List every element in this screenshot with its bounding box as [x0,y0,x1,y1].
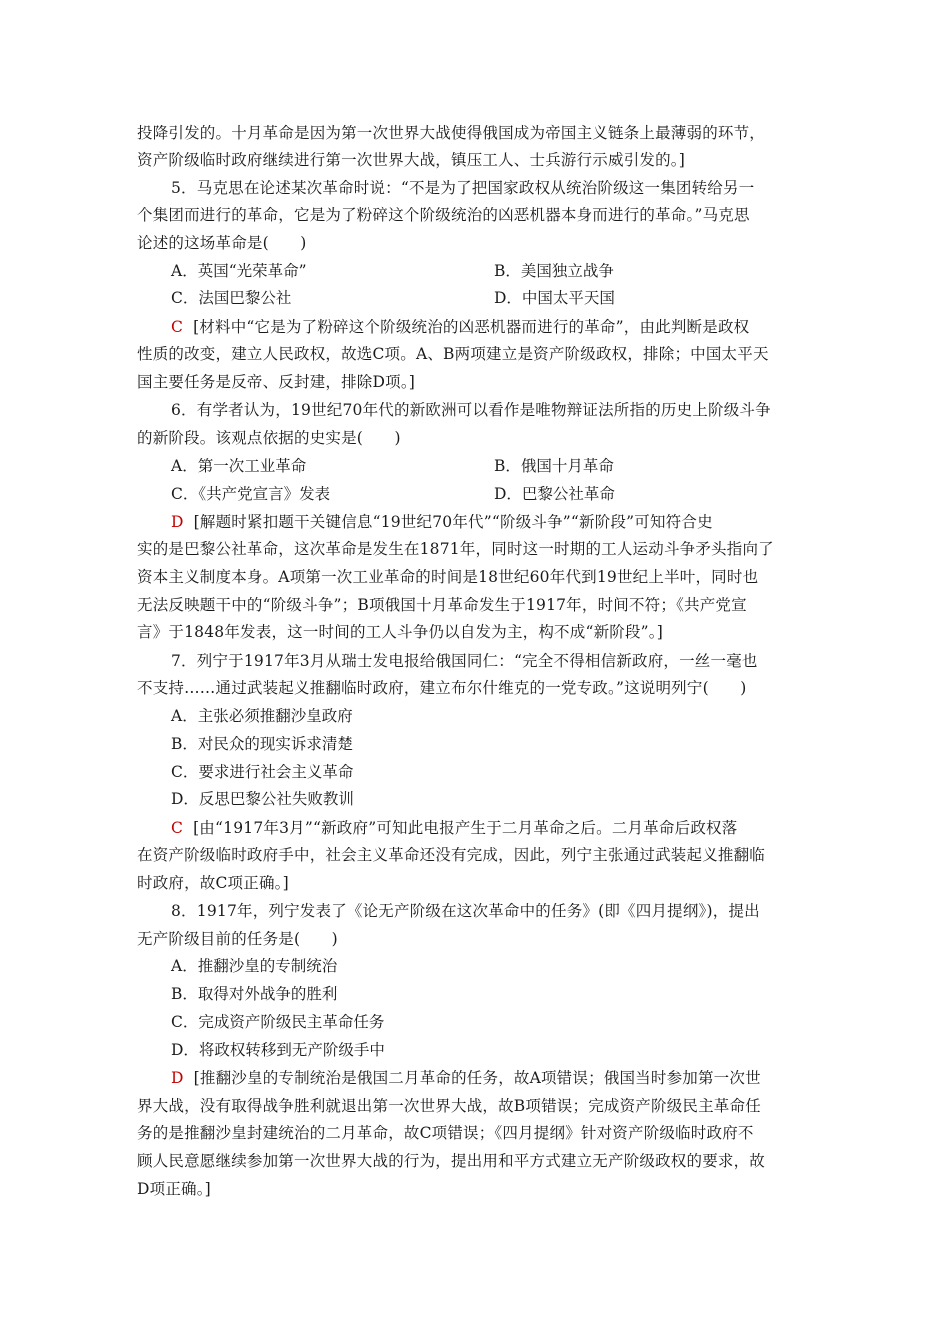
q7-option-b: B．对民众的现实诉求清楚 [171,735,353,753]
q8-explanation-line: 务的是推翻沙皇封建统治的二月革命，故C项错误；《四月提纲》针对资产阶级临时政府不 [137,1124,754,1142]
q7-explanation-line: 时政府，故C项正确。] [137,874,289,892]
q8-stem-line: 8．1917年，列宁发表了《论无产阶级在这次革命中的任务》(即《四月提纲》)，提出 [171,902,760,920]
q8-explanation-line: 界大战，没有取得战争胜利就退出第一次世界大战，故B项错误；完成资产阶级民主革命任 [137,1097,761,1115]
q6-stem-line: 6．有学者认为，19世纪70年代的新欧洲可以看作是唯物辩证法所指的历史上阶级斗争 [171,401,771,419]
q8-explanation-line: D项正确。] [137,1180,211,1198]
q6-option-b: B．俄国十月革命 [494,457,614,475]
q7-option-d: D．反思巴黎公社失败教训 [171,790,354,808]
q8-explanation-line: 顾人民意愿继续参加第一次世界大战的行为，提出用和平方式建立无产阶级政权的要求，故 [137,1152,766,1170]
q6-explanation-line: 资本主义制度本身。A项第一次工业革命的时间是18世纪60年代到19世纪上半叶，同时也 [137,568,759,586]
q5-stem-line: 5．马克思在论述某次革命时说：“不是为了把国家政权从统治阶级这一集团转给另一 [171,179,755,197]
q5-option-c: C．法国巴黎公社 [171,289,292,307]
q6-explanation-line [171,512,851,532]
q6-stem-line: 的新阶段。该观点依据的史实是( ) [137,429,401,447]
q5-option-b: B．美国独立战争 [494,262,614,280]
q5-stem-line: 论述的这场革命是( ) [137,234,307,252]
intro-line: 资产阶级临时政府继续进行第一次世界大战，镇压工人、士兵游行示威引发的。] [137,151,685,169]
q5-explanation-line: 性质的改变，建立人民政权，故选C项。A、B两项建立是资产阶级政权，排除；中国太平天 [137,345,769,363]
q5-explanation-text: [材料中“它是为了粉碎这个阶级统治的凶恶机器而进行的革命”，由此判断是政权 [193,318,750,336]
q6-explanation-line: 言》于1848年发表，这一时间的工人斗争仍以自发为主，构不成“新阶段”。] [137,623,663,641]
q8-stem-line: 无产阶级目前的任务是( ) [137,930,338,948]
q6-explanation-line: 实的是巴黎公社革命，这次革命是发生在1871年，同时这一时期的工人运动斗争矛头指向了 [137,540,774,558]
q7-answer-letter: C [171,819,184,837]
q6-explanation-line: 无法反映题干中的“阶级斗争”；B项俄国十月革命发生于1917年，时间不符；《共产党宣 [137,596,747,614]
q5-explanation-line: 国主要任务是反帝、反封建，排除D项。] [137,373,416,391]
q5-explanation-line [171,317,851,337]
q5-answer-letter: C [171,318,184,336]
q6-option-d: D．巴黎公社革命 [494,485,615,503]
q8-option-b: B．取得对外战争的胜利 [171,985,338,1003]
q7-option-a: A．主张必须推翻沙皇政府 [171,707,353,725]
intro-line: 投降引发的。十月革命是因为第一次世界大战使得俄国成为帝国主义链条上最薄弱的环节， [137,124,766,142]
q5-stem-line: 个集团而进行的革命，它是为了粉碎这个阶级统治的凶恶机器本身而进行的革命。”马克思 [137,206,750,224]
q8-explanation-line [171,1068,851,1088]
q8-answer-letter: D [171,1069,184,1087]
q5-option-d: D．中国太平天国 [494,289,615,307]
q8-option-a: A．推翻沙皇的专制统治 [171,957,338,975]
q6-explanation-text: [解题时紧扣题干关键信息“19世纪70年代”“阶级斗争”“新阶段”可知符合史 [193,513,713,531]
q8-option-d: D．将政权转移到无产阶级手中 [171,1041,385,1059]
q8-explanation-text: [推翻沙皇的专制统治是俄国二月革命的任务，故A项错误；俄国当时参加第一次世 [193,1069,761,1087]
q7-option-c: C．要求进行社会主义革命 [171,763,354,781]
q7-explanation-line: 在资产阶级临时政府手中，社会主义革命还没有完成，因此，列宁主张通过武装起义推翻临 [137,846,766,864]
q7-stem-line: 7．列宁于1917年3月从瑞士发电报给俄国同仁：“完全不得相信新政府，一丝一毫也 [171,652,758,670]
q6-answer-letter: D [171,513,184,531]
q6-option-a: A．第一次工业革命 [171,457,307,475]
q8-option-c: C．完成资产阶级民主革命任务 [171,1013,385,1031]
q7-explanation-text: [由“1917年3月”“新政府”可知此电报产生于二月革命之后。二月革命后政权落 [193,819,738,837]
q5-option-a: A．英国“光荣革命” [171,262,307,280]
q6-option-c: C．《共产党宣言》发表 [171,485,331,503]
q7-explanation-line [171,818,851,838]
q7-stem-line: 不支持……通过武装起义推翻临时政府，建立布尔什维克的一党专政。”这说明列宁( ) [137,679,747,697]
